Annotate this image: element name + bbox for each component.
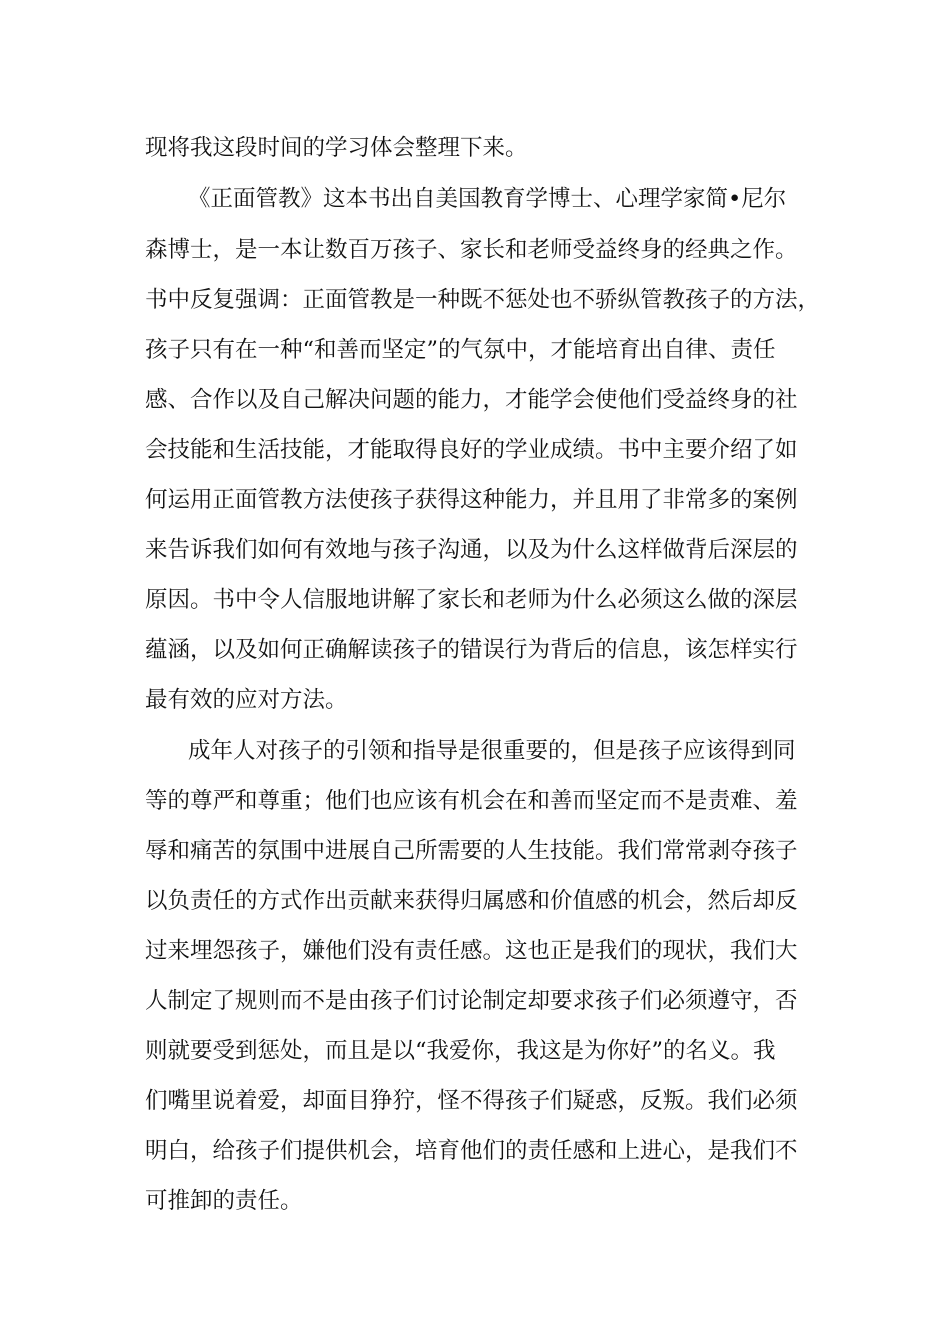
text-line: 则就要受到惩处，而且是以“我爱你，我这是为你好”的名义。我 xyxy=(145,1038,776,1064)
text-line: 孩子只有在一种“和善而坚定”的气氛中，才能培育出自律、责任 xyxy=(145,337,776,363)
text-line: 森博士，是一本让数百万孩子、家长和老师受益终身的经典之作。 xyxy=(145,237,798,263)
text-line: 明白，给孩子们提供机会，培育他们的责任感和上进心，是我们不 xyxy=(145,1138,798,1164)
text-line: 现将我这段时间的学习体会整理下来。 xyxy=(145,135,528,161)
text-line: 以负责任的方式作出贡献来获得归属感和价值感的机会，然后却反 xyxy=(145,888,798,914)
text-line: 蕴涵，以及如何正确解读孩子的错误行为背后的信息，该怎样实行 xyxy=(145,637,798,663)
text-line: 们嘴里说着爱，却面目狰狞，怪不得孩子们疑惑，反叛。我们必须 xyxy=(145,1088,798,1114)
text-line: 等的尊严和尊重；他们也应该有机会在和善而坚定而不是责难、羞 xyxy=(145,788,798,814)
text-line: 人制定了规则而不是由孩子们讨论制定却要求孩子们必须遵守，否 xyxy=(145,988,798,1014)
text-line: 感、合作以及自己解决问题的能力，才能学会使他们受益终身的社 xyxy=(145,387,798,413)
text-line: 可推卸的责任。 xyxy=(145,1188,303,1214)
text-line: 原因。书中令人信服地讲解了家长和老师为什么必须这么做的深层 xyxy=(145,587,798,613)
text-line: 何运用正面管教方法使孩子获得这种能力，并且用了非常多的案例 xyxy=(145,487,798,513)
text-line: 成年人对孩子的引领和指导是很重要的，但是孩子应该得到同 xyxy=(188,738,796,764)
text-line: 过来埋怨孩子，嫌他们没有责任感。这也正是我们的现状，我们大 xyxy=(145,938,798,964)
text-line: 辱和痛苦的氛围中进展自己所需要的人生技能。我们常常剥夺孩子 xyxy=(145,838,798,864)
text-line: 来告诉我们如何有效地与孩子沟通，以及为什么这样做背后深层的 xyxy=(145,537,798,563)
text-line: 《正面管教》这本书出自美国教育学博士、心理学家简•尼尔 xyxy=(188,186,787,212)
text-line: 会技能和生活技能，才能取得良好的学业成绩。书中主要介绍了如 xyxy=(145,437,798,463)
text-line: 书中反复强调：正面管教是一种既不惩处也不骄纵管教孩子的方法， xyxy=(145,287,821,313)
text-line: 最有效的应对方法。 xyxy=(145,687,348,713)
